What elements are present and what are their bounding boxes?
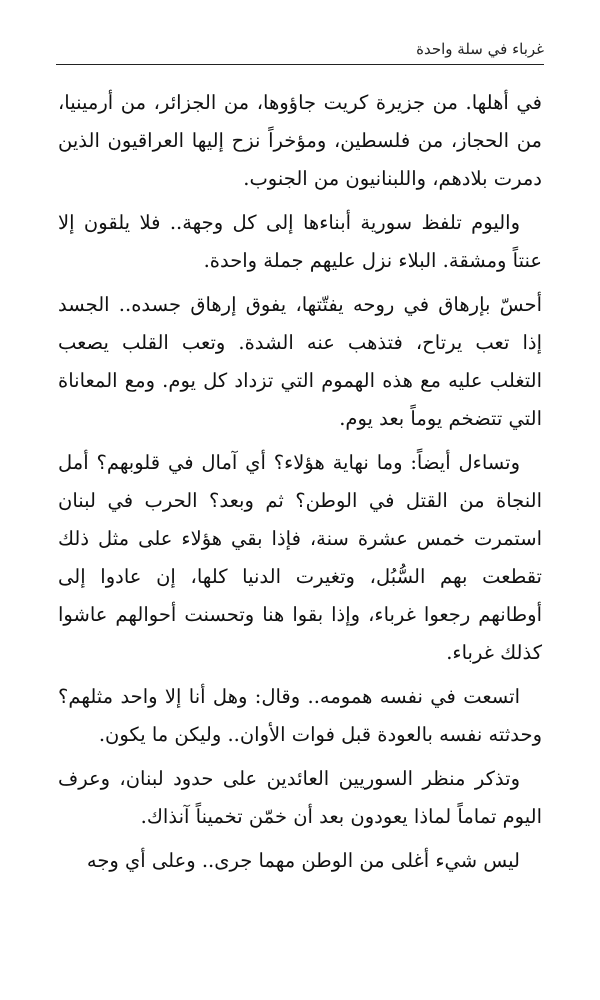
- book-title: غرباء في سلة واحدة: [416, 40, 544, 58]
- paragraph: وتذكر منظر السوريين العائدين على حدود لبنان، وعرف اليوم تماماً لماذا يعودون بعد أن خمّن تخميناً آنذاك.: [58, 767, 542, 828]
- running-header: [56, 38, 544, 65]
- paragraph: في أهلها. من جزيرة كريت جاؤوها، من الجزائر، من أرمينيا، من الحجاز، من فلسطين، ومؤخراً نزح إليها العراقيون الذين دمرت بلادهم، واللبنانيون من الجنوب.: [58, 91, 542, 190]
- paragraph: واليوم تلفظ سورية أبناءها إلى كل وجهة.. فلا يلقون إلا عنتاً ومشقة. البلاء نزل عليهم جملة واحدة.: [58, 211, 542, 272]
- paragraph: أحسّ بإرهاق في روحه يفتّتها، يفوق إرهاق جسده.. الجسد إذا تعب يرتاح، فتذهب عنه الشدة. وتعب القلب يصعب التغلب عليه مع هذه الهموم التي تزداد كل يوم. ومع المعاناة التي تتضخم يوماً بعد يوم.: [58, 293, 542, 430]
- page-body: [58, 84, 542, 886]
- paragraph: اتسعت في نفسه همومه.. وقال: وهل أنا إلا واحد مثلهم؟ وحدثته نفسه بالعودة قبل فوات الأوان.. وليكن ما يكون.: [58, 685, 542, 746]
- paragraph: ليس شيء أغلى من الوطن مهما جرى.. وعلى أي وجه: [86, 849, 520, 872]
- paragraph: وتساءل أيضاً: وما نهاية هؤلاء؟ أي آمال في قلوبهم؟ أمل النجاة من القتل في الوطن؟ ثم وبعد؟ الحرب في لبنان استمرت خمس عشرة سنة، فإذا بقي هؤلاء على مثل ذلك تقطعت بهم السُّبُل، وتغيرت الدنيا كلها، إن عادوا إلى أوطانهم رجعوا غرباء، وإذا بقوا هنا وتحسنت أحوالهم عاشوا كذلك غرباء.: [58, 451, 542, 664]
